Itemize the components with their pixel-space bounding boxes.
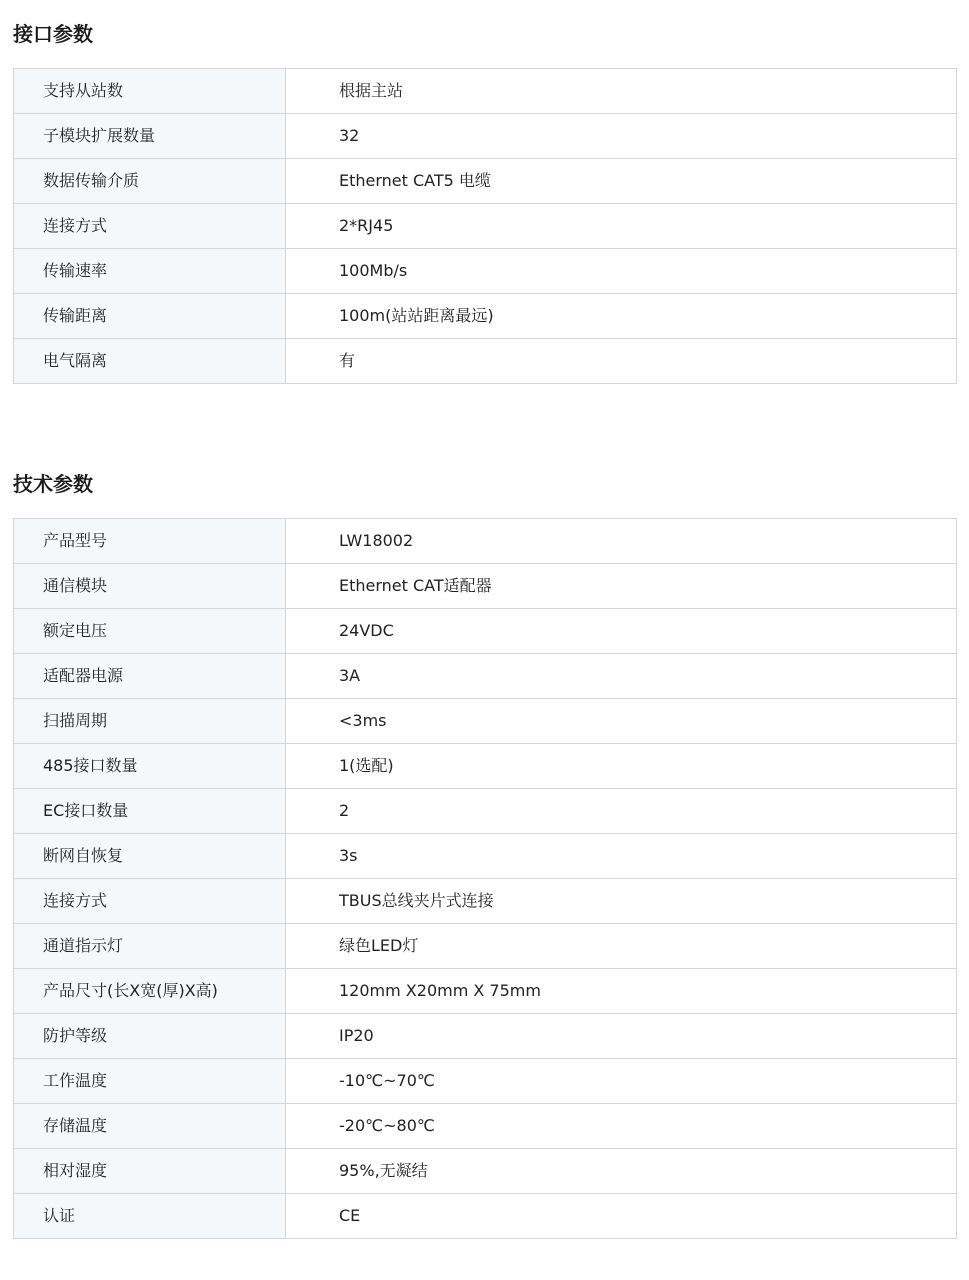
- spec-value: 1(选配): [286, 744, 957, 789]
- spec-value: TBUS总线夹片式连接: [286, 879, 957, 924]
- spec-value: 95%,无凝结: [286, 1149, 957, 1194]
- table-row: [14, 1104, 957, 1149]
- spec-value: LW18002: [286, 519, 957, 564]
- spec-value: 绿色LED灯: [286, 924, 957, 969]
- table-row: [14, 114, 957, 159]
- table-row: [14, 924, 957, 969]
- table-row: [14, 1194, 957, 1239]
- spec-value: <3ms: [286, 699, 957, 744]
- spec-value: 32: [286, 114, 957, 159]
- spec-label: 485接口数量: [14, 744, 286, 789]
- spec-value: IP20: [286, 1014, 957, 1059]
- spec-value: CE: [286, 1194, 957, 1239]
- spec-value: 24VDC: [286, 609, 957, 654]
- table-row: [14, 1014, 957, 1059]
- table-row: [14, 879, 957, 924]
- table-row: [14, 294, 957, 339]
- spec-value: 有: [286, 339, 957, 384]
- section-title-interface-params: 接口参数: [13, 22, 93, 46]
- table-row: [14, 159, 957, 204]
- spec-label: 防护等级: [14, 1014, 286, 1059]
- spec-label: 通信模块: [14, 564, 286, 609]
- spec-label: 断网自恢复: [14, 834, 286, 879]
- spec-label: 传输距离: [14, 294, 286, 339]
- spec-value: Ethernet CAT5 电缆: [286, 159, 957, 204]
- spec-label: 通道指示灯: [14, 924, 286, 969]
- spec-label: 产品尺寸(长X宽(厚)X高): [14, 969, 286, 1014]
- spec-value: -10℃~70℃: [286, 1059, 957, 1104]
- spec-label: 连接方式: [14, 879, 286, 924]
- table-row: [14, 609, 957, 654]
- table-row: [14, 69, 957, 114]
- tech-params-body: [14, 519, 957, 1239]
- spec-label: 子模块扩展数量: [14, 114, 286, 159]
- spec-label: 产品型号: [14, 519, 286, 564]
- spec-label: 适配器电源: [14, 654, 286, 699]
- table-row: [14, 249, 957, 294]
- spec-label: 数据传输介质: [14, 159, 286, 204]
- spec-value: 2: [286, 789, 957, 834]
- table-row: [14, 1149, 957, 1194]
- spec-value: 2*RJ45: [286, 204, 957, 249]
- interface-params-body: [14, 69, 957, 384]
- spec-label: 传输速率: [14, 249, 286, 294]
- tech-params-table: [13, 518, 957, 1239]
- table-row: [14, 699, 957, 744]
- table-row: [14, 339, 957, 384]
- table-row: [14, 834, 957, 879]
- spec-value: Ethernet CAT适配器: [286, 564, 957, 609]
- spec-value: 100m(站站距离最远): [286, 294, 957, 339]
- table-row: [14, 1059, 957, 1104]
- spec-label: EC接口数量: [14, 789, 286, 834]
- interface-params-table: [13, 68, 957, 384]
- spec-label: 扫描周期: [14, 699, 286, 744]
- spec-label: 电气隔离: [14, 339, 286, 384]
- spec-label: 工作温度: [14, 1059, 286, 1104]
- table-row: [14, 204, 957, 249]
- spec-value: 3s: [286, 834, 957, 879]
- spec-label: 额定电压: [14, 609, 286, 654]
- spec-label: 认证: [14, 1194, 286, 1239]
- section-title-tech-params: 技术参数: [13, 472, 93, 496]
- spec-value: 根据主站: [286, 69, 957, 114]
- table-row: [14, 744, 957, 789]
- spec-value: -20℃~80℃: [286, 1104, 957, 1149]
- spec-value: 100Mb/s: [286, 249, 957, 294]
- spec-label: 连接方式: [14, 204, 286, 249]
- table-row: [14, 564, 957, 609]
- table-row: [14, 969, 957, 1014]
- spec-value: 120mm X20mm X 75mm: [286, 969, 957, 1014]
- spec-label: 支持从站数: [14, 69, 286, 114]
- spec-value: 3A: [286, 654, 957, 699]
- table-row: [14, 654, 957, 699]
- table-row: [14, 789, 957, 834]
- spec-label: 相对湿度: [14, 1149, 286, 1194]
- spec-label: 存储温度: [14, 1104, 286, 1149]
- table-row: [14, 519, 957, 564]
